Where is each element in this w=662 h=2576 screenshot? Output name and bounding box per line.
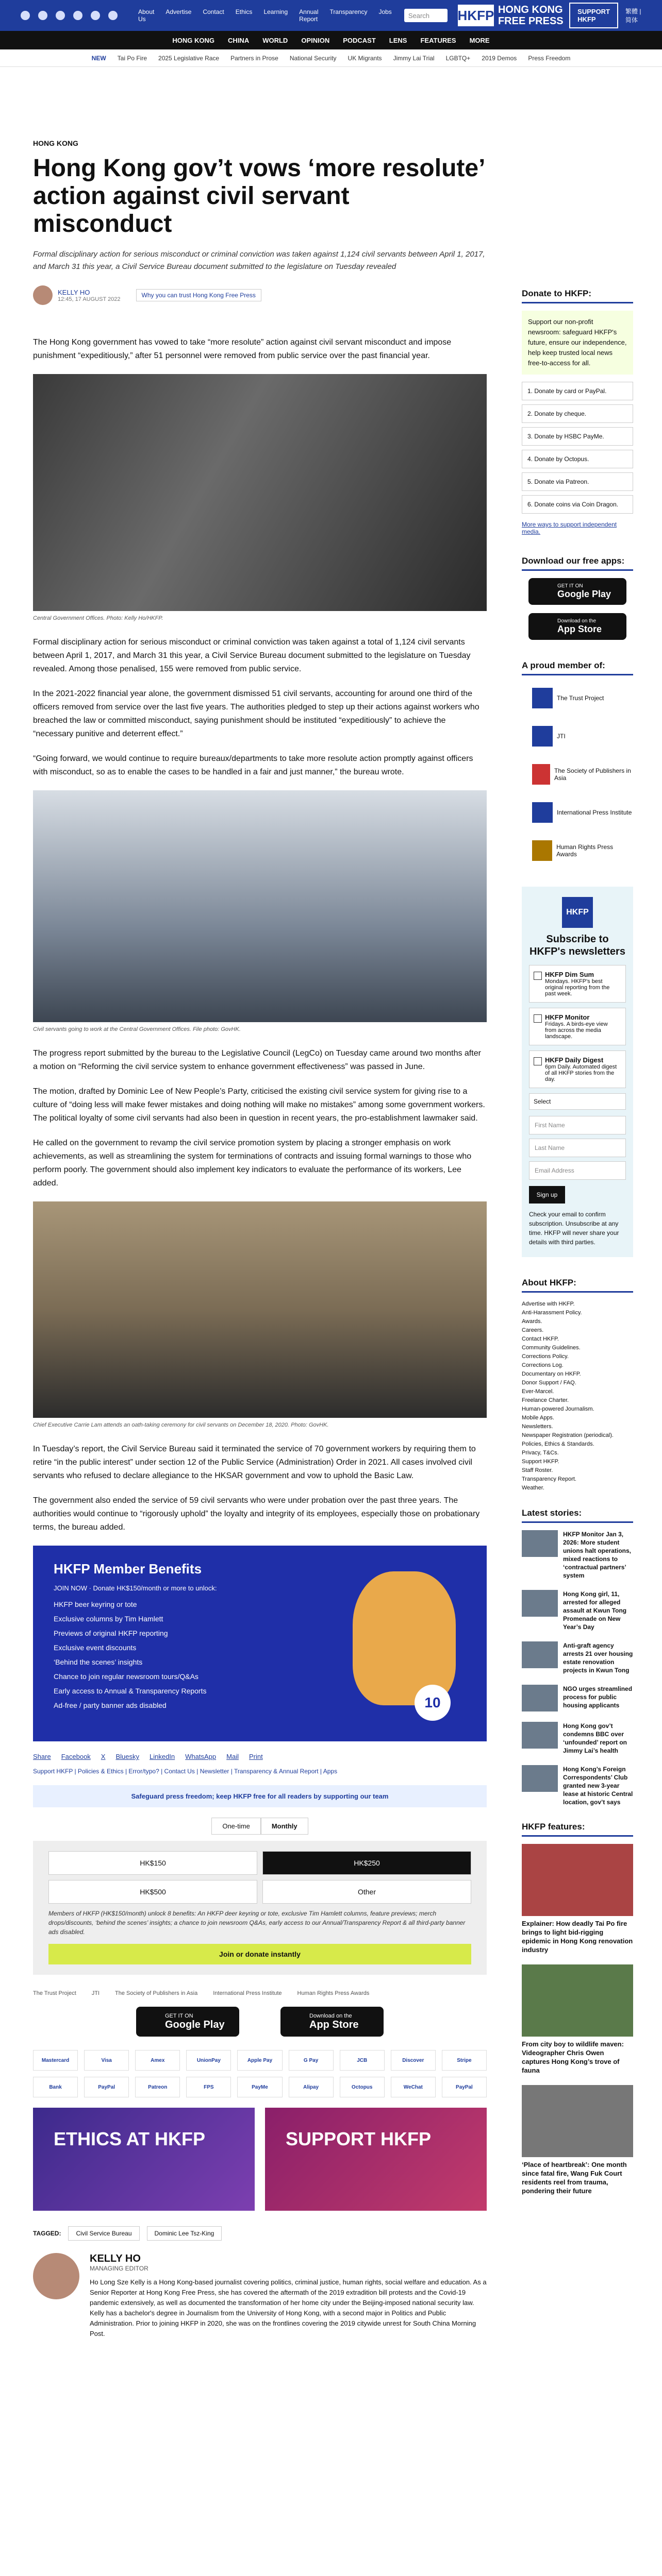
payment-logo: PayPal — [442, 2077, 487, 2097]
latest-story[interactable] — [522, 1590, 633, 1631]
about-list — [522, 1300, 633, 1493]
top-link[interactable]: Ethics — [235, 8, 253, 15]
member-logo[interactable] — [522, 759, 633, 790]
store-small: Download on the — [557, 618, 597, 624]
share-link[interactable]: Facebook — [61, 1753, 91, 1760]
payment-logo: Alipay — [289, 2077, 334, 2097]
trust-project-icon — [532, 688, 553, 708]
member-logo-label: The Society of Publishers in Asia — [554, 767, 631, 782]
story-title[interactable]: Hong Kong girl, 11, arrested for alleged assault at Kwun Tong Promenade on New Year’s Day — [563, 1590, 627, 1631]
top-links — [138, 8, 392, 23]
apps-heading: Download our free apps: — [522, 556, 633, 571]
share-link[interactable]: Bluesky — [115, 1753, 139, 1760]
hkfp-logo[interactable]: HKFP — [458, 5, 494, 26]
footer-links[interactable]: Support HKFP | Policies & Ethics | Error/typo? | Contact Us | Newsletter | Transparency & Annual Report | Apps — [33, 1768, 338, 1775]
tag[interactable]: Dominic Lee Tsz-King — [147, 2226, 222, 2241]
newsletter-checkbox[interactable] — [529, 965, 626, 1003]
share-link[interactable]: WhatsApp — [185, 1753, 217, 1760]
newsletter-desc: Fridays. A birds-eye view from across the media landscape. — [545, 1021, 608, 1040]
sopa-icon — [532, 764, 550, 785]
payment-methods — [33, 2050, 487, 2097]
member-logos — [33, 1990, 487, 1996]
newsletter-checkbox[interactable] — [529, 1008, 626, 1045]
store-big: Google Play — [557, 589, 611, 599]
section-label[interactable]: HONG KONG — [33, 139, 78, 147]
about-link[interactable]: Policies, Ethics & Standards. — [522, 1441, 594, 1447]
paragraph: Formal disciplinary action for serious misconduct or criminal conviction was taken against a total of 1,124 civil servants between April 1, 2017, and March 31 this year, a Civil Service Bureau document submitted to the legislature on Tuesday revealed. Among those penalised, 155 were removed from public service. — [33, 638, 471, 673]
title-select[interactable]: Select — [529, 1093, 626, 1110]
trending-item[interactable]: LGBTQ+ — [445, 54, 471, 62]
member-logo[interactable] — [522, 683, 633, 714]
payment-logo: Mastercard — [33, 2050, 78, 2071]
share-link[interactable]: Share — [33, 1753, 51, 1760]
benefit-item: HKFP beer keyring or tote — [54, 1600, 137, 1608]
member-logo-label: JTI — [557, 733, 566, 740]
about-link[interactable]: Freelance Charter. — [522, 1397, 569, 1403]
payment-logo: FPS — [186, 2077, 231, 2097]
benefit-item: Chance to join regular newsroom tours/Q&As — [54, 1672, 198, 1681]
member-logo[interactable]: The Trust Project — [33, 1990, 76, 1996]
newsletter-box — [522, 887, 633, 1257]
main-nav — [0, 31, 662, 49]
benefits-title: HKFP Member Benefits — [54, 1561, 202, 1577]
image-caption: Chief Executive Carrie Lam attends an oath-taking ceremony for civil servants on December 18, 2020. Photo: GovHK. — [33, 1422, 329, 1428]
social-icons — [21, 11, 118, 20]
deer-mascot-icon — [353, 1571, 456, 1705]
benefit-item: ‘Behind the scenes’ insights — [54, 1658, 143, 1666]
author-box-name[interactable]: KELLY HO — [90, 2253, 141, 2264]
feature-thumbnail — [522, 1964, 633, 2037]
member-logo[interactable]: The Society of Publishers in Asia — [115, 1990, 198, 1996]
nav-item[interactable]: MORE — [469, 36, 490, 44]
donate-option[interactable]: 4. Donate by Octopus. — [522, 450, 633, 468]
story-thumbnail — [522, 1765, 558, 1792]
author-role: MANAGING EDITOR — [90, 2265, 148, 2272]
feature-thumbnail — [522, 1844, 633, 1916]
newsletter-name: HKFP Monitor — [545, 1013, 590, 1021]
feature-story[interactable] — [522, 1964, 633, 2075]
ipi-icon — [532, 802, 553, 823]
latest-story[interactable] — [522, 1765, 633, 1806]
anniversary-badge: 10 — [415, 1685, 451, 1721]
article-image — [33, 790, 487, 1022]
store-small: GET IT ON — [165, 2012, 193, 2019]
about-heading: About HKFP: — [522, 1278, 633, 1293]
feature-story[interactable] — [522, 2085, 633, 2195]
payment-logo: Visa — [84, 2050, 129, 2071]
story-title[interactable]: Anti-graft agency arrests 21 over housing estate renovation projects in Kwun Tong — [563, 1642, 633, 1674]
byline — [33, 285, 487, 305]
instagram-icon[interactable] — [56, 11, 65, 20]
about-link[interactable]: Contact HKFP. — [522, 1336, 559, 1342]
trending-item[interactable]: Press Freedom — [528, 54, 571, 62]
amount-other[interactable]: Other — [262, 1880, 471, 1904]
about-link[interactable]: Awards. — [522, 1318, 542, 1325]
hkfp-logo: HKFP — [562, 897, 593, 928]
nav-item[interactable]: CHINA — [228, 36, 250, 44]
latest-story[interactable] — [522, 1641, 633, 1674]
trending-item[interactable]: UK Migrants — [347, 54, 382, 62]
benefit-item: Exclusive columns by Tim Hamlett — [54, 1615, 163, 1623]
top-link[interactable]: Contact — [203, 8, 224, 15]
payment-logo: WeChat — [391, 2077, 436, 2097]
article-subtitle: Formal disciplinary action for serious misconduct or criminal conviction was taken against 1,124 civil servants between April 1, 2017, and March 31 this year, a Civil Service Bureau document submitted to the legislature on Tuesday revealed — [33, 250, 485, 271]
story-title[interactable]: Hong Kong’s Foreign Correspondents’ Club granted new 3-year lease at historic Central location, gov’t says — [563, 1766, 633, 1806]
nav-item[interactable]: LENS — [389, 36, 407, 44]
article — [33, 139, 487, 2339]
about-link[interactable]: Corrections Policy. — [522, 1353, 569, 1360]
email-field[interactable]: Email Address — [529, 1161, 626, 1180]
image-caption: Civil servants going to work at the Central Government Offices. File photo: GovHK. — [33, 1026, 241, 1032]
donate-heading: Donate to HKFP: — [522, 289, 633, 303]
paragraph: The motion, drafted by Dominic Lee of New People’s Party, criticised the existing civil service system for giving rise to a culture of “doing less will make fewer mistakes and doing nothing will make no mistakes” among some government workers. The political loyalty of some civil servants had also been in question in recent years, the pro-establishment lawmaker said. — [33, 1087, 485, 1123]
language-switch[interactable]: 繁體 | 简体 — [625, 8, 641, 24]
latest-story[interactable] — [522, 1722, 633, 1755]
avatar[interactable] — [33, 285, 53, 305]
about-link[interactable]: Newsletters. — [522, 1423, 553, 1430]
about-link[interactable]: Support HKFP. — [522, 1459, 559, 1465]
sidebar — [522, 289, 633, 2206]
benefit-item: Early access to Annual & Transparency Reports — [54, 1687, 207, 1695]
support-promo[interactable]: SUPPORT HKFP — [265, 2108, 487, 2211]
member-logo[interactable]: International Press Institute — [213, 1990, 282, 1996]
store-big: Google Play — [165, 2019, 225, 2030]
payment-logo: G Pay — [289, 2050, 334, 2071]
top-link[interactable]: Jobs — [378, 8, 392, 15]
nav-item[interactable]: OPINION — [301, 36, 330, 44]
trending-item[interactable]: 2025 Legislative Race — [158, 54, 220, 62]
member-benefits-banner[interactable] — [33, 1546, 487, 1741]
share-link[interactable]: X — [101, 1753, 106, 1760]
trending-item[interactable]: Jimmy Lai Trial — [393, 54, 435, 62]
newsletter-checkbox[interactable] — [529, 1050, 626, 1088]
donate-option[interactable]: 5. Donate via Patreon. — [522, 472, 633, 491]
nav-item[interactable]: FEATURES — [420, 36, 456, 44]
app-store-button[interactable] — [528, 613, 626, 640]
payment-logo: Bank — [33, 2077, 78, 2097]
about-link[interactable]: Staff Roster. — [522, 1467, 553, 1473]
paragraph: The Hong Kong government has vowed to take “more resolute” action against civil servant misconduct and impose punishment “expeditiously,” after 51 personnel were removed from public service over the past financial year. — [33, 338, 452, 360]
tags-label: TAGGED: — [33, 2230, 61, 2237]
latest-heading: Latest stories: — [522, 1508, 633, 1523]
tag[interactable]: Civil Service Bureau — [68, 2226, 139, 2241]
feature-thumbnail — [522, 2085, 633, 2157]
feature-title[interactable]: ‘Place of heartbreak’: One month since fatal fire, Wang Fuk Court residents reel from trauma, pondering their future — [522, 2161, 627, 2195]
article-image — [33, 1201, 487, 1418]
about-link[interactable]: Donor Support / FAQ. — [522, 1380, 576, 1386]
publish-date: 12:45, 17 AUGUST 2022 — [58, 296, 121, 302]
benefits-donate: JOIN NOW · Donate HK$150/month or more to unlock: — [54, 1584, 217, 1592]
story-thumbnail — [522, 1641, 558, 1668]
about-link[interactable]: Anti-Harassment Policy. — [522, 1310, 582, 1316]
amount-option[interactable]: HK$500 — [48, 1880, 257, 1904]
benefit-item: Previews of original HKFP reporting — [54, 1629, 168, 1637]
amount-option[interactable]: HK$150 — [48, 1851, 257, 1875]
nav-item[interactable]: PODCAST — [343, 36, 376, 44]
app-store-button[interactable] — [280, 2007, 384, 2037]
store-small: Download on the — [309, 2012, 352, 2019]
share-row — [33, 1753, 487, 1760]
signup-button[interactable]: Sign up — [529, 1186, 565, 1204]
jti-icon — [532, 726, 553, 747]
top-link[interactable]: Annual Report — [299, 8, 319, 23]
proud-heading: A proud member of: — [522, 660, 633, 675]
payment-logo: Stripe — [442, 2050, 487, 2071]
about-link[interactable]: Newspaper Registration (periodical). — [522, 1432, 614, 1438]
about-link[interactable]: Careers. — [522, 1327, 544, 1333]
share-link[interactable]: LinkedIn — [150, 1753, 175, 1760]
threads-icon[interactable] — [73, 11, 82, 20]
paragraph: The progress report submitted by the bureau to the Legislative Council (LegCo) on Tuesday came around two months after a motion on “Reforming the civil service system to enhance government effectiveness” was passed in June. — [33, 1049, 481, 1071]
features-heading: HKFP features: — [522, 1822, 633, 1837]
top-link[interactable]: Learning — [263, 8, 288, 15]
payment-logo: PayMe — [237, 2077, 282, 2097]
newsletter-desc: 6pm Daily. Automated digest of all HKFP stories from the day. — [545, 1064, 617, 1082]
paragraph: He called on the government to revamp the civil service promotion system by placing a stronger emphasis on work achievements, as well as streamlining the system for terminations of contracts and issuing formal warnings to those who perform poorly. The government should also implement key indicators to evaluate the performance of its workers, Lee added. — [33, 1139, 472, 1188]
newsletter-desc: Mondays. HKFP's best original reporting from the past week. — [545, 978, 610, 997]
about-link[interactable]: Ever-Marcel. — [522, 1388, 554, 1395]
x-icon[interactable] — [38, 11, 47, 20]
member-logo-label: International Press Institute — [557, 809, 632, 816]
newsletter-title: Subscribe to HKFP's newsletters — [529, 934, 625, 957]
nav-item[interactable]: WORLD — [262, 36, 288, 44]
member-logo[interactable]: JTI — [91, 1990, 100, 1996]
story-thumbnail — [522, 1685, 558, 1711]
payment-logo: PayPal — [84, 2077, 129, 2097]
feature-story[interactable] — [522, 1844, 633, 1954]
ethics-promo[interactable]: ETHICS AT HKFP — [33, 2108, 255, 2211]
store-small: GET IT ON — [557, 583, 583, 589]
member-logo-label: The Trust Project — [557, 694, 604, 702]
nav-item[interactable]: HONG KONG — [172, 36, 215, 44]
about-link[interactable]: Transparency Report. — [522, 1476, 576, 1482]
top-bar — [0, 0, 662, 31]
story-thumbnail — [522, 1530, 558, 1557]
story-title[interactable]: Hong Kong gov’t condemns BBC over ‘unfounded’ report on Jimmy Lai’s health — [563, 1722, 627, 1754]
youtube-icon[interactable] — [91, 11, 100, 20]
first-name-field[interactable]: First Name — [529, 1116, 626, 1134]
share-link[interactable]: Mail — [226, 1753, 239, 1760]
donate-option[interactable]: 1. Donate by card or PayPal. — [522, 382, 633, 400]
feature-title[interactable]: From city boy to wildlife maven: Videographer Chris Owen captures Hong Kong’s trove of fauna — [522, 2040, 624, 2074]
member-logo[interactable] — [522, 721, 633, 752]
image-caption: Central Government Offices. Photo: Kelly Ho/HKFP. — [33, 615, 163, 621]
feature-title[interactable]: Explainer: How deadly Tai Po fire brings to light bid-rigging epidemic in Hong Kong renovation industry — [522, 1920, 633, 1954]
google-play-button[interactable] — [528, 578, 626, 605]
story-title[interactable]: HKFP Monitor Jan 3, 2026: More student unions halt operations, mixed reactions to ‘contractual partners’ system — [563, 1531, 632, 1579]
last-name-field[interactable]: Last Name — [529, 1139, 626, 1157]
about-link[interactable]: Weather. — [522, 1485, 544, 1491]
one-time-tab[interactable]: One-time — [211, 1818, 260, 1835]
signup-note: Check your email to confirm subscription. Unsubscribe at any time. HKFP will never share your details with third parties. — [529, 1211, 619, 1246]
app-store-buttons — [33, 2007, 487, 2037]
latest-story[interactable] — [522, 1530, 633, 1580]
share-link[interactable]: Print — [249, 1753, 263, 1760]
payment-logo: UnionPay — [186, 2050, 231, 2071]
trending-item[interactable]: Tai Po Fire — [117, 54, 147, 62]
why-trust-link[interactable]: Why you can trust Hong Kong Free Press — [136, 289, 261, 301]
paragraph: In Tuesday’s report, the Civil Service Bureau said it terminated the service of 70 government workers by requiring them to retire “in the public interest” under section 12 of the Public Service (Administration) Order in 2021. All cases involved civil servants who refused to declare allegiance to the HKSAR government and vow to uphold the Basic Law. — [33, 1445, 476, 1480]
payment-logo: Apple Pay — [237, 2050, 282, 2071]
about-link[interactable]: Human-powered Journalism. — [522, 1406, 594, 1412]
paragraph: In the 2021-2022 financial year alone, the government dismissed 51 civil servants, accounting for around one third of the officers removed from service over the last five years. The authorities pledged to step up their actions against workers who breached the law or committed misconduct, saying punishment should be instituted “expeditiously” to achieve the “necessary punitive and deterrent effect.” — [33, 689, 479, 738]
top-link[interactable]: About Us — [138, 8, 155, 23]
monthly-tab[interactable]: Monthly — [261, 1818, 308, 1835]
trending-label: NEW — [91, 54, 106, 62]
store-big: App Store — [557, 624, 602, 634]
facebook-icon[interactable] — [21, 11, 30, 20]
story-thumbnail — [522, 1590, 558, 1617]
benefit-item: Exclusive event discounts — [54, 1643, 137, 1652]
top-link[interactable]: Transparency — [329, 8, 368, 15]
about-link[interactable]: Corrections Log. — [522, 1362, 564, 1368]
member-logo-label: Human Rights Press Awards — [556, 843, 614, 858]
join-button[interactable]: Join or donate instantly — [48, 1944, 471, 1964]
member-logo[interactable] — [522, 835, 633, 866]
donate-option[interactable]: 2. Donate by cheque. — [522, 404, 633, 423]
support-button[interactable]: SUPPORT HKFP — [569, 3, 618, 28]
logo-text: HONG KONG FREE PRESS — [498, 4, 564, 27]
member-logo[interactable]: Human Rights Press Awards — [297, 1990, 370, 1996]
donate-option[interactable]: 3. Donate by HSBC PayMe. — [522, 427, 633, 446]
promo-banners — [33, 2108, 487, 2211]
donation-frequency-toggle — [33, 1818, 487, 1835]
newsletter-name: HKFP Dim Sum — [545, 971, 594, 978]
story-thumbnail — [522, 1722, 558, 1749]
payment-logo: Patreon — [135, 2077, 180, 2097]
author-avatar[interactable] — [33, 2253, 79, 2299]
member-logo[interactable] — [522, 797, 633, 828]
search-input[interactable]: Search — [404, 9, 448, 22]
more-ways-link[interactable]: More ways to support independent media. — [522, 521, 617, 535]
about-link[interactable]: Advertise with HKFP. — [522, 1301, 575, 1307]
linkedin-icon[interactable] — [108, 11, 118, 20]
paragraph: “Going forward, we would continue to require bureaux/departments to take more resolute action promptly against officers with misconduct, so as to enable the cases to be handled in a fair and just manner,” the bureau wrote. — [33, 754, 473, 776]
author-bio: Ho Long Sze Kelly is a Hong Kong-based journalist covering politics, criminal justice, human rights, social welfare and education. As a Senior Reporter at Hong Kong Free Press, she has covered the aftermath of the 2019 extradition bill protests and the Covid-19 pandemic extensively, as well as documented the transformation of her home city under the Beijing-imposed national security law. Kelly has a bachelor's degree in Journalism from the University of Hong Kong, with a second major in Politics and Public Administration. Prior to joining HKFP in 2020, she was on the frontlines covering the 2019 citywide unrest for South China Morning Post. — [90, 2278, 487, 2337]
trending-bar — [0, 49, 662, 67]
trending-item[interactable]: Partners in Prose — [230, 54, 278, 62]
about-link[interactable]: Documentary on HKFP. — [522, 1371, 581, 1377]
article-image — [33, 374, 487, 611]
trending-item[interactable]: National Security — [289, 54, 337, 62]
payment-logo: JCB — [340, 2050, 385, 2071]
amount-option[interactable]: HK$250 — [262, 1851, 471, 1875]
paragraph: The government also ended the service of 59 civil servants who were under probation over the past three years. The authorities would continue to “rigorously uphold” the loyalty and integrity of its employees, especially those on probationary terms, the bureau added. — [33, 1496, 480, 1532]
article-title: Hong Kong gov’t vows ‘more resolute’ action against civil servant misconduct — [33, 155, 484, 238]
trending-item[interactable]: 2019 Demos — [482, 54, 517, 62]
payment-logo: Discover — [391, 2050, 436, 2071]
member-note: Members of HKFP (HK$150/month) unlock 8 benefits: An HKFP deer keyring or tote, exclusive Tim Hamlett columns, feature previews; merch drops/discounts, ‘behind the scenes’ insights; a chance to join newsroom Q&As, early access to our Annual/Transparency Report & all third-party banner ads disabled. — [48, 1910, 466, 1936]
top-link[interactable]: Advertise — [166, 8, 192, 15]
about-link[interactable]: Community Guidelines. — [522, 1345, 581, 1351]
about-link[interactable]: Mobile Apps. — [522, 1415, 554, 1421]
about-link[interactable]: Privacy, T&Cs. — [522, 1450, 559, 1456]
author-box — [33, 2253, 487, 2339]
safeguard-banner[interactable]: Safeguard press freedom; keep HKFP free for all readers by supporting our team — [33, 1785, 487, 1807]
payment-logo: Amex — [135, 2050, 180, 2071]
payment-logo: Octopus — [340, 2077, 385, 2097]
latest-story[interactable] — [522, 1685, 633, 1711]
donate-text[interactable]: Support our non-profit newsroom: safeguard HKFP's future, ensure our independence, help keep trusted local news free-to-access for all. — [522, 311, 633, 375]
author-name[interactable]: KELLY HO — [58, 288, 90, 296]
hrpa-icon — [532, 840, 552, 861]
benefit-item: Ad-free / party banner ads disabled — [54, 1701, 167, 1709]
newsletter-name: HKFP Daily Digest — [545, 1056, 604, 1064]
donate-box — [33, 1841, 487, 1975]
donate-option[interactable]: 6. Donate coins via Coin Dragon. — [522, 495, 633, 514]
tags — [33, 2226, 487, 2241]
google-play-button[interactable] — [136, 2007, 239, 2037]
story-title[interactable]: NGO urges streamlined process for public housing applicants — [563, 1685, 633, 1709]
store-big: App Store — [309, 2019, 359, 2030]
